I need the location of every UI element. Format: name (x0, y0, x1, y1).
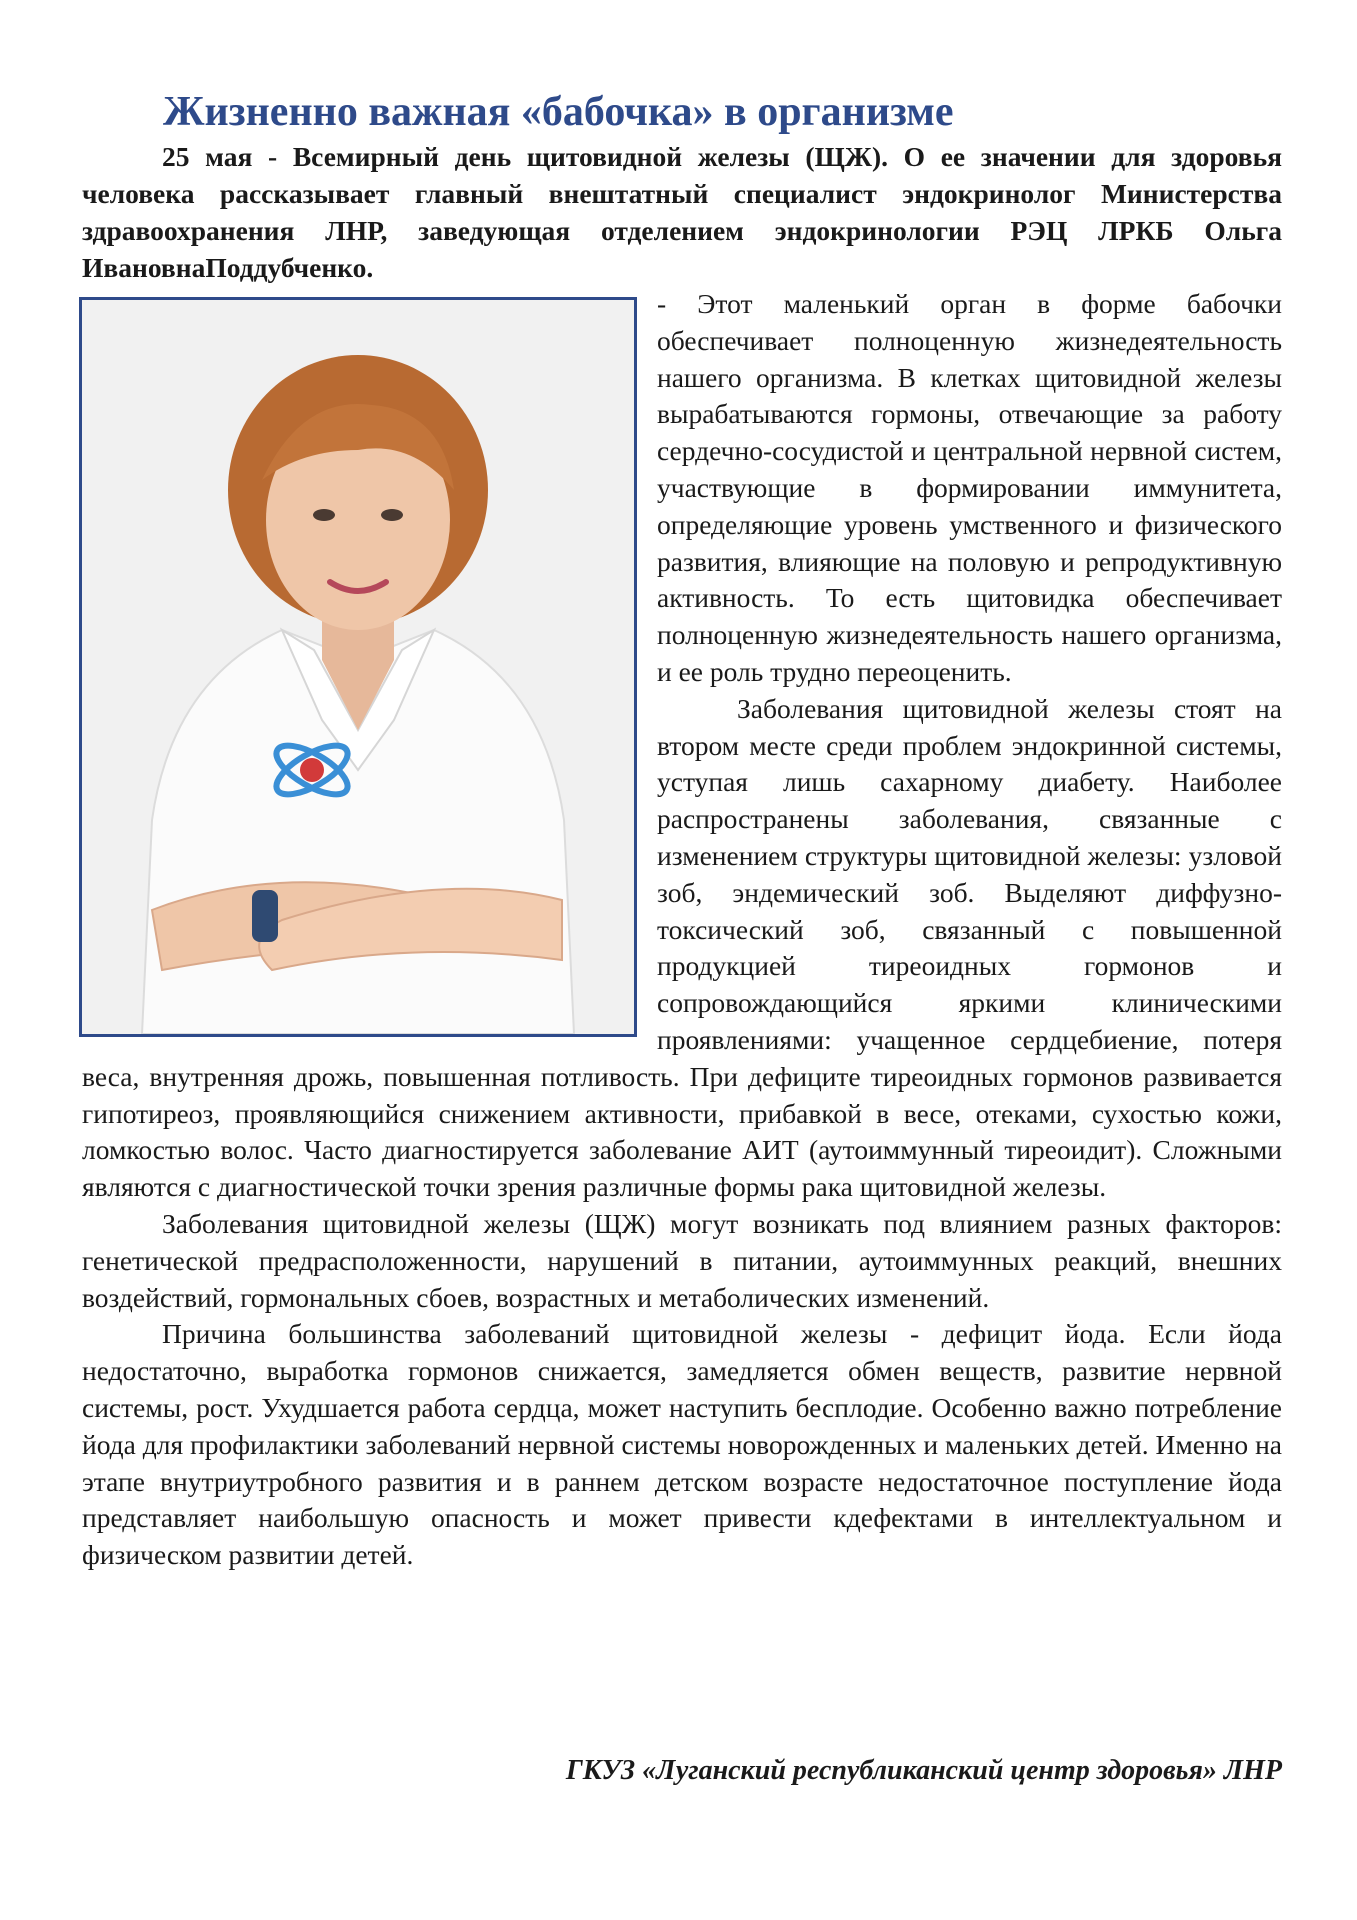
article-body (82, 286, 1282, 1574)
paragraph: - Этот маленький орган в форме бабочки обеспечивает полноценную жизнедеятельность нашего организма. В клетках щитовидной железы вырабатываются гормоны, отвечающие за работу сердечно-сосудистой и центральной нервной систем, участвующие в формировании иммунитета, определяющие уровень умственного и физического развития, влияющие на половую и репродуктивную активность. То есть щитовидка обеспечивает полноценную жизнедеятельность нашего организма, и ее роль трудно переоценить. (657, 288, 1282, 687)
publisher-signature: ГКУЗ «Луганский республиканский центр здоровья» ЛНР (565, 1755, 1282, 1786)
photo-wrap-area (82, 286, 657, 1046)
paragraph: Причина большинства заболеваний щитовидной железы - дефицит йода. Если йода недостаточно, выработка гормонов снижается, замедляется обмен веществ, развитие нервной системы, рост. Ухудшается работа сердца, может наступить бесплодие. Особенно важно потребление йода для профилактики заболеваний нервной системы новорожденных и маленьких детей. Именно на этапе внутриутробного развития и в раннем детском возрасте недостаточное поступление йода представляет наибольшую опасность и может привести кдефектами в интеллектуальном и физическом развитии детей. (82, 1318, 1282, 1571)
paragraph: Заболевания щитовидной железы стоят на втором месте среди проблем эндокринной системы, уступая лишь сахарному диабету. Наиболее распространены заболевания, связанные с изменением структуры щитовидной железы: узловой зоб, эндемический зоб. Выделяют диффузно-токсический зоб, связанный с повышенной продукцией тиреоидных гормонов и сопровождающийся яркими клиническими проявлениями: учащенное сердцебиение, потеря веса, внутренняя дрожь, повышенная потливость. При дефиците тиреоидных гормонов развивается гипотиреоз, проявляющийся снижением активности, прибавкой в весе, отеками, сухостью кожи, ломкостью волос. Часто диагностируется заболевание АИТ (аутоиммунный тиреоидит). Сложными являются с диагностической точки зрения различные формы рака щитовидной железы. (82, 692, 1282, 1203)
article-title: Жизненно важная «бабочка» в организме (163, 89, 954, 135)
paragraph: Заболевания щитовидной железы (ЩЖ) могут возникать под влиянием разных факторов: генетической предрасположенности, нарушений в питании, аутоиммунных реакций, внешних воздействий, гормональных сбоев, возрастных и метаболических изменений. (82, 1207, 1282, 1313)
article-lead: 25 мая - Всемирный день щитовидной железы (ЩЖ). О ее значении для здоровья человека рассказывает главный внештатный специалист эндокринолог Министерства здравоохранения ЛНР, заведующая отделением эндокринологии РЭЦ ЛРКБ Ольга ИвановнаПоддубченко. (82, 141, 1282, 283)
